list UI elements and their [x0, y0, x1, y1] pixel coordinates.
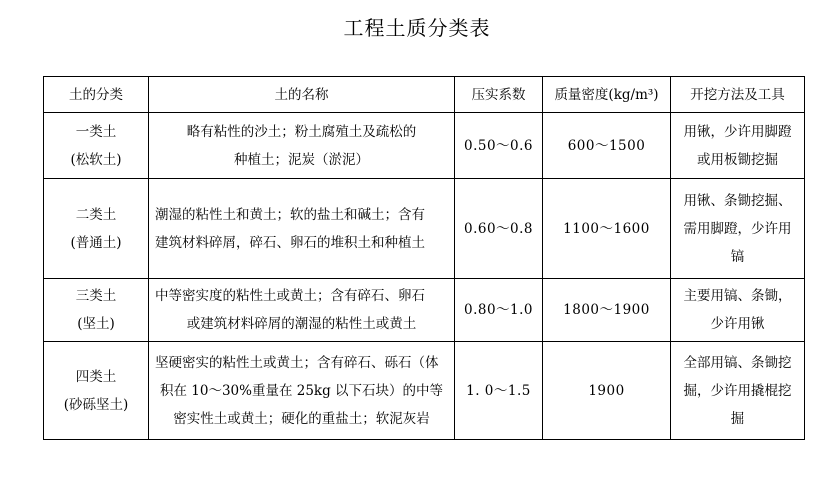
table-header-row — [44, 77, 805, 113]
soil-name-line: 中等密实度的粘性土或黄土；含有碎石、卵石 — [155, 288, 425, 304]
category-cell — [44, 342, 149, 440]
soil-name-cell — [149, 279, 455, 342]
table-row — [44, 342, 805, 440]
soil-name-line: 建筑材料碎屑，碎石、卵石的堆积土和种植土 — [155, 234, 425, 251]
method-line: 用锹，少许用脚蹬 — [683, 123, 792, 140]
category-cell — [44, 113, 149, 179]
method-cell — [671, 342, 805, 440]
category-alias: (普通土) — [70, 234, 122, 251]
category-alias: (砂砾坚土) — [63, 396, 129, 413]
header-method: 开挖方法及工具 — [671, 77, 805, 113]
density-cell: 600～1500 — [543, 113, 671, 179]
category-cell — [44, 179, 149, 279]
method-line: 用锹、条锄挖掘、 — [683, 192, 792, 209]
soil-name-cell — [149, 342, 455, 440]
category-alias: (松软土) — [70, 151, 122, 168]
soil-name-cell — [149, 113, 455, 179]
header-density: 质量密度(kg/m³) — [543, 77, 671, 113]
compaction-cell: 0.60～0.8 — [455, 179, 543, 279]
method-line: 或用板锄挖掘 — [697, 151, 778, 168]
method-line: 少许用锹 — [710, 316, 765, 332]
category-cell — [44, 279, 149, 342]
category-label: 二类土 — [75, 206, 117, 223]
soil-name-line: 种植土；泥炭（淤泥） — [234, 151, 369, 168]
soil-name-line: 潮湿的粘性土和黄土；软的盐土和碱土；含有 — [155, 206, 425, 223]
method-cell — [671, 279, 805, 342]
method-line: 掘 — [730, 410, 745, 427]
header-category: 土的分类 — [44, 77, 149, 113]
header-compaction: 压实系数 — [455, 77, 543, 113]
table-row — [44, 113, 805, 179]
header-name: 土的名称 — [149, 77, 455, 113]
category-label: 一类土 — [75, 123, 117, 140]
soil-name-line: 或建筑材料碎屑的潮湿的粘性土或黄土 — [186, 316, 417, 332]
category-label: 四类土 — [75, 368, 117, 385]
method-line: 主要用镐、条锄， — [683, 288, 792, 304]
density-cell: 1100～1600 — [543, 179, 671, 279]
density-cell: 1800～1900 — [543, 279, 671, 342]
table-row — [44, 179, 805, 279]
category-label: 三类土 — [75, 288, 117, 304]
method-line: 全部用镐、条锄挖 — [683, 354, 792, 371]
soil-name-line: 密实性土或黄土；硬化的重盐土；软泥灰岩 — [173, 410, 430, 427]
soil-name-cell — [149, 179, 455, 279]
compaction-cell: 1. 0～1.5 — [455, 342, 543, 440]
compaction-cell: 0.80～1.0 — [455, 279, 543, 342]
method-cell — [671, 179, 805, 279]
method-cell — [671, 113, 805, 179]
table-row — [44, 279, 805, 342]
method-line: 镐 — [730, 248, 745, 265]
density-cell: 1900 — [543, 342, 671, 440]
page-title: 工程土质分类表 — [343, 16, 491, 40]
method-line: 掘，少许用撬棍挖 — [683, 382, 792, 399]
soil-name-line: 坚硬密实的粘性土或黄土；含有碎石、砾石（体 — [155, 354, 439, 371]
soil-name-line: 积在 10～30%重量在 25kg 以下石块）的中等 — [159, 382, 444, 399]
category-alias: (坚土) — [77, 316, 115, 332]
soil-classification-table — [43, 76, 805, 440]
compaction-cell: 0.50～0.6 — [455, 113, 543, 179]
method-line: 需用脚蹬，少许用 — [683, 220, 792, 237]
soil-name-line: 略有粘性的沙土；粉土腐殖土及疏松的 — [186, 123, 417, 140]
